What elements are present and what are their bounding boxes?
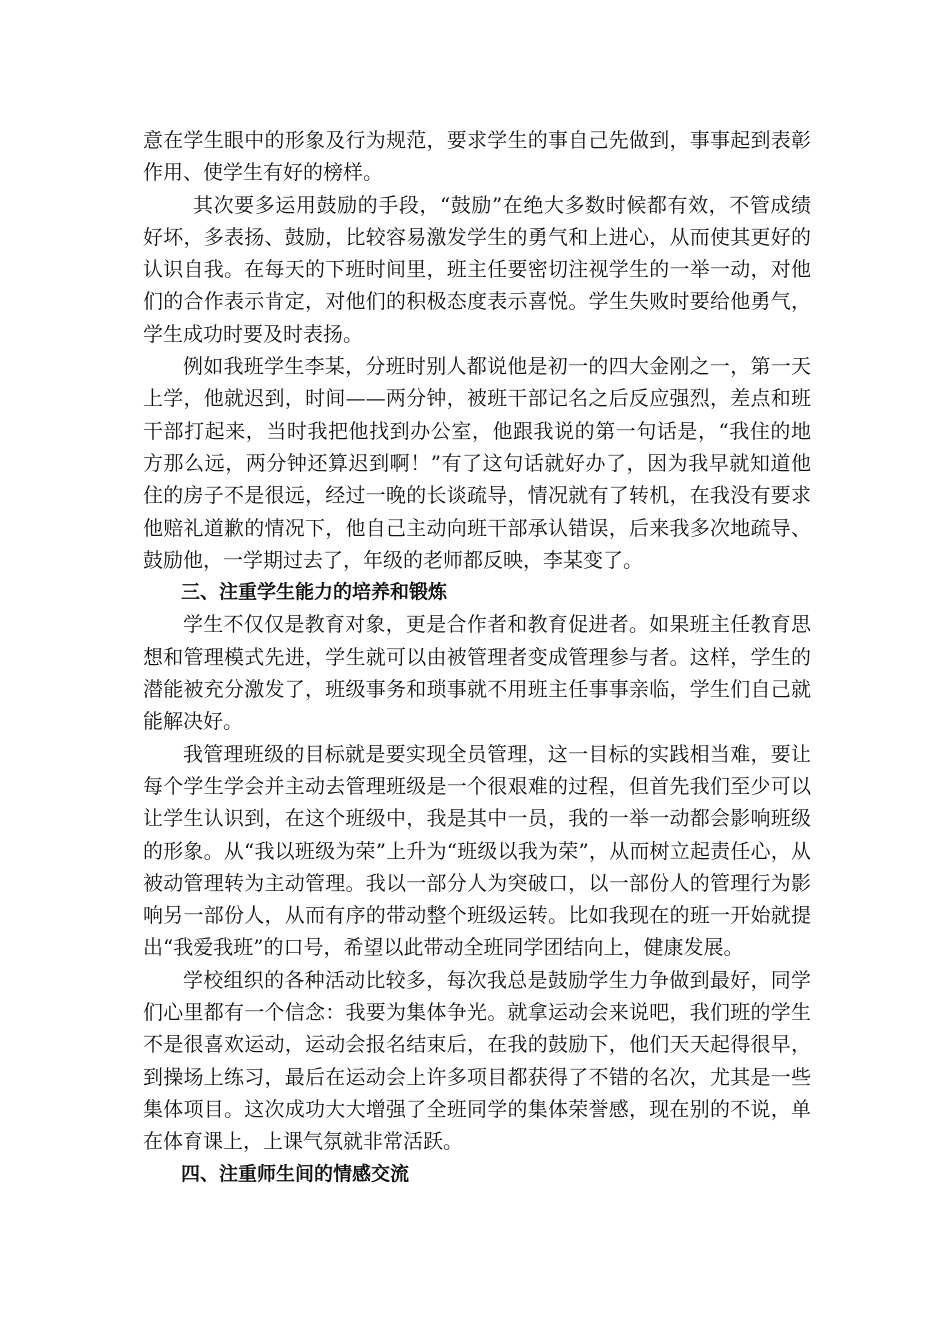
section-heading-4: 四、注重师生间的情感交流 bbox=[181, 1162, 410, 1185]
paragraph-continued: 意在学生眼中的形象及行为规范，要求学生的事自己先做到，事事起到表彰作用、使学生有好的榜样。 bbox=[143, 128, 811, 185]
document-body bbox=[143, 124, 811, 1190]
paragraph-activities: 学校组织的各种活动比较多，每次我总是鼓励学生力争做到最好，同学们心里都有一个信念：我要为集体争光。就拿运动会来说吧，我们班的学生不是很喜欢运动，运动会报名结束后，在我的鼓励下，他们天天起得很早，到操场上练习，最后在运动会上许多项目都获得了不错的名次，尤其是一些集体项目。这次成功大大增强了全班同学的集体荣誉感，现在别的不说，单在体育课上，上课气氛就非常活跃。 bbox=[143, 967, 811, 1154]
paragraph-encouragement: 其次要多运用鼓励的手段，“鼓励”在绝大多数时候都有效，不管成绩好坏，多表扬、鼓励，比较容易激发学生的勇气和上进心，从而使其更好的认识自我。在每天的下班时间里，班主任要密切注视学生的一举一动，对他们的合作表示肯定，对他们的积极态度表示喜悦。学生失败时要给他勇气，学生成功时要及时表扬。 bbox=[143, 192, 811, 346]
paragraph-students-role: 学生不仅仅是教育对象，更是合作者和教育促进者。如果班主任教育思想和管理模式先进，学生就可以由被管理者变成管理参与者。这样，学生的潜能被充分激发了，班级事务和琐事就不用班主任事事亲临，学生们自己就能解决好。 bbox=[143, 612, 811, 734]
paragraph-example-li: 例如我班学生李某，分班时别人都说他是初一的四大金刚之一，第一天上学，他就迟到，时间——两分钟，被班干部记名之后反应强烈，差点和班干部打起来，当时我把他找到办公室，他跟我说的第一句话是，“我住的地方那么远，两分钟还算迟到啊！”有了这句话就好办了，因为我早就知道他住的房子不是很远，经过一晚的长谈疏导，情况就有了转机，在我没有要求他赔礼道歉的情况下，他自己主动向班干部承认错误，后来我多次地疏导、鼓励他，一学期过去了，年级的老师都反映，李某变了。 bbox=[143, 354, 811, 572]
section-heading-3: 三、注重学生能力的培养和锻炼 bbox=[181, 581, 448, 604]
paragraph-full-management: 我管理班级的目标就是要实现全员管理，这一目标的实践相当难，要让每个学生学会并主动去管理班级是一个很艰难的过程，但首先我们至少可以让学生认识到，在这个班级中，我是其中一员，我的一举一动都会影响班级的形象。从“我以班级为荣”上升为“班级以我为荣”，从而树立起责任心，从被动管理转为主动管理。我以一部分人为突破口，以一部份人的管理行为影响另一部份人，从而有序的带动整个班级运转。比如我现在的班一开始就提出“我爱我班”的口号，希望以此带动全班同学团结向上，健康发展。 bbox=[143, 741, 811, 960]
